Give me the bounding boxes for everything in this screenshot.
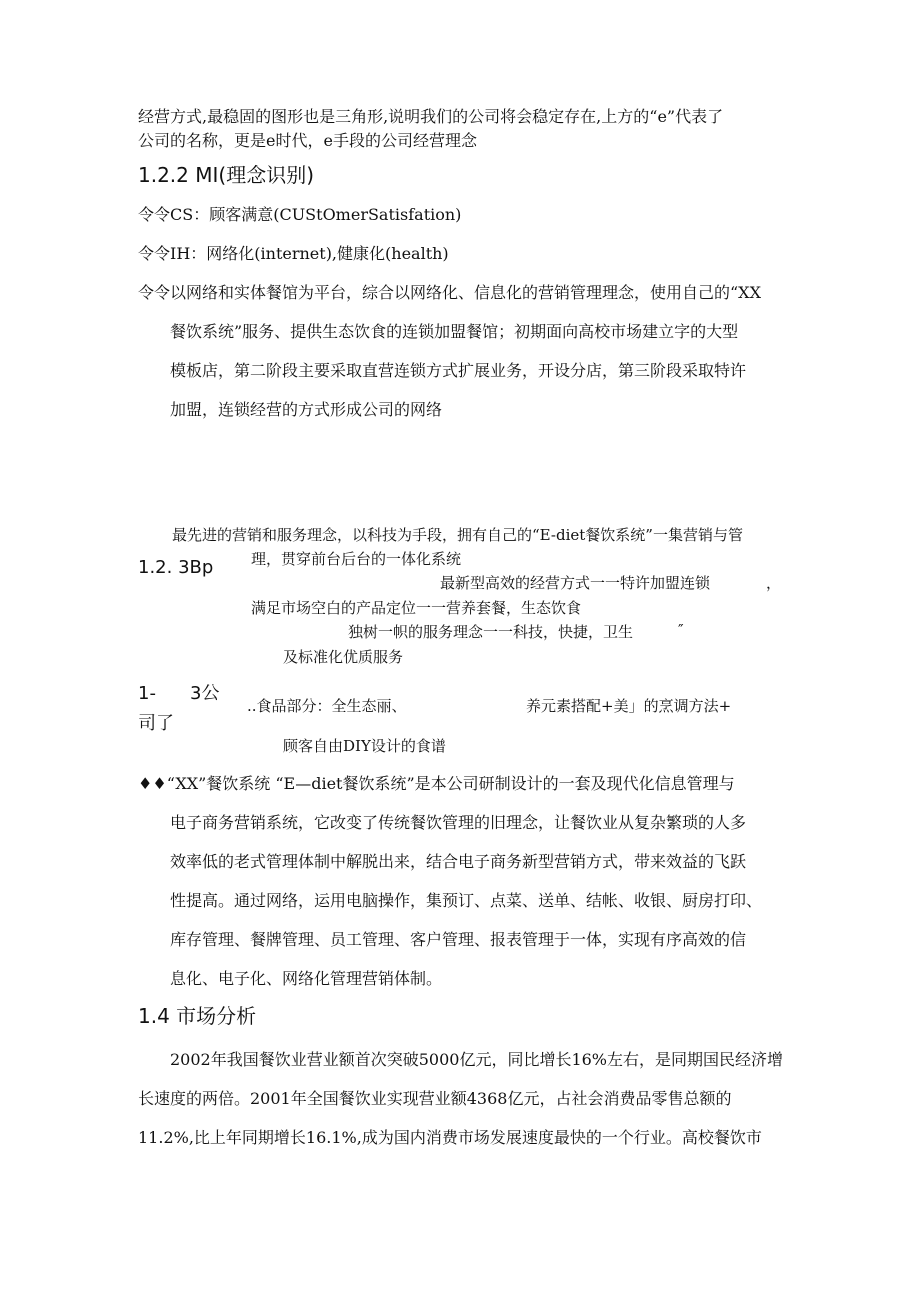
system-line-3: 效率低的老式管理体制中解脱出来，结合电子商务新型营销方式，带来效益的飞跃 — [170, 852, 747, 871]
ih-item: 令令IH：网络化(internet),健康化(health) — [138, 244, 449, 263]
food-line-1a: ..食品部分：全生态丽、 — [247, 697, 407, 715]
bp-line-1: 最先进的营销和服务理念，以科技为手段，拥有自己的“E-diet餐饮系统”一集营销与管 — [172, 526, 743, 544]
system-line-5: 库存管理、餐牌管理、员工管理、客户管理、报表管理于一体，实现有序高效的信 — [170, 930, 747, 949]
cs-item: 令令CS：顾客满意(CUStOmerSatisfation) — [138, 205, 462, 224]
market-line-3: 11.2%,比上年同期增长16.1%,成为国内消费市场发展速度最快的一个行业。高校餐饮市 — [138, 1128, 762, 1147]
bp-line-4: 满足市场空白的产品定位一一营养套餐，生态饮食 — [251, 599, 582, 617]
heading-1-3-a: 1- — [138, 683, 156, 704]
system-line-1: ♦♦“XX”餐饮系统 “E—diet餐饮系统”是本公司研制设计的一套及现代化信息管理与 — [138, 774, 735, 793]
food-line-1b: 养元素搭配+美」的烹调方法+ — [526, 697, 732, 715]
system-line-2: 电子商务营销系统，它改变了传统餐饮管理的旧理念，让餐饮业从复杂繁琐的人多 — [170, 813, 747, 832]
heading-1-3-b: 3公 — [190, 683, 220, 704]
intro-line-2: 公司的名称，更是e时代，e手段的公司经营理念 — [138, 131, 477, 150]
concept-para-line-3: 模板店，第二阶段主要采取直营连锁方式扩展业务，开设分店，第三阶段采取特许 — [170, 361, 747, 380]
bp-line-3-mark: ， — [766, 574, 782, 592]
system-line-6: 息化、电子化、网络化管理营销体制。 — [170, 969, 443, 988]
intro-line-1: 经营方式,最稳固的图形也是三角形,说明我们的公司将会稳定存在,上方的“e”代表了 — [138, 107, 724, 126]
bp-line-5-mark: ″ — [678, 621, 684, 639]
market-line-2: 长速度的两倍。2001年全国餐饮业实现营业额4368亿元，占社会消费品零售总额的 — [138, 1089, 732, 1108]
bp-line-5: 独树一帜的服务理念一一科技，快捷，卫生 — [348, 623, 634, 641]
bp-line-6: 及标准化优质服务 — [283, 648, 404, 666]
heading-1-3-c: 司了 — [138, 713, 174, 734]
market-line-1: 2002年我国餐饮业营业额首次突破5000亿元，同比增长16%左右，是同期国民经济增 — [170, 1050, 784, 1069]
concept-para-line-1: 令令以网络和实体餐馆为平台，综合以网络化、信息化的营销管理理念，使用自己的“XX — [138, 283, 761, 302]
heading-1-4: 1.4 市场分析 — [138, 1004, 257, 1028]
heading-1-2-2: 1.2.2 MI(理念识别) — [138, 163, 315, 187]
concept-para-line-2: 餐饮系统”服务、提供生态饮食的连锁加盟餐馆；初期面向高校市场建立字的大型 — [170, 322, 739, 341]
system-line-4: 性提高。通过网络，运用电脑操作，集预订、点菜、送单、结帐、收银、厨房打印、 — [170, 891, 763, 910]
bp-line-2: 理，贯穿前台后台的一体化系统 — [251, 550, 462, 568]
concept-para-line-4: 加盟，连锁经营的方式形成公司的网络 — [170, 400, 443, 419]
heading-1-2-3: 1.2. 3Bp — [138, 557, 214, 578]
food-line-2: 顾客自由DIY设计的食谱 — [283, 737, 446, 755]
bp-line-3: 最新型高效的经营方式一一特许加盟连锁 — [440, 574, 711, 592]
